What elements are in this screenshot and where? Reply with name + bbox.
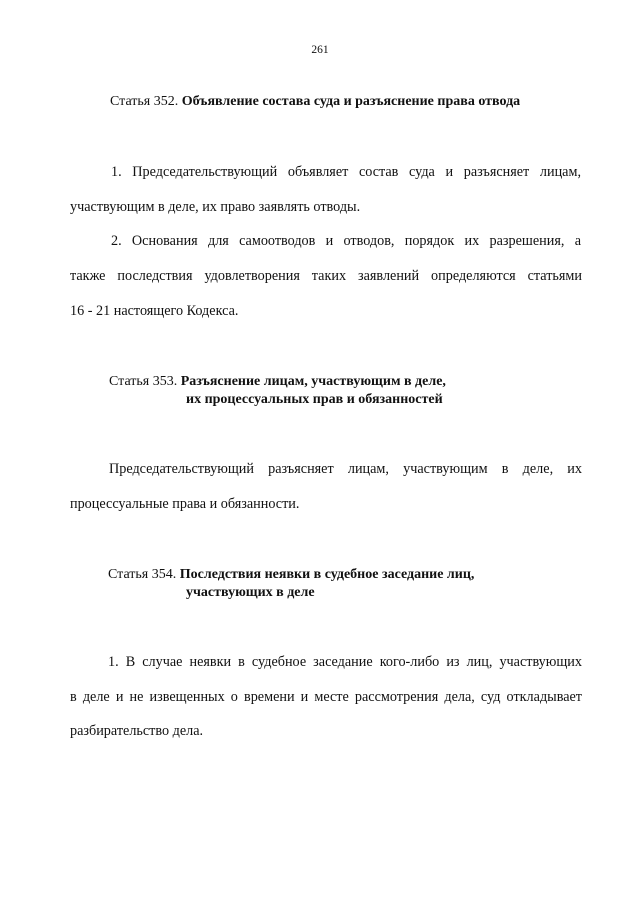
article-353-heading-line-2 (186, 391, 443, 409)
article-352-p2-line-2: также последствия удовлетворения таких заявлений определяются статьями (70, 268, 582, 284)
article-352-p2-line-3: 16 - 21 настоящего Кодекса. (70, 303, 239, 319)
article-353-title-2: их процессуальных прав и обязанностей (186, 392, 443, 407)
article-354-p1-line-1: 1. В случае неявки в судебное заседание кого-либо из лиц, участвующих (108, 654, 582, 670)
article-354-title-1: Последствия неявки в судебное заседание лиц, (179, 567, 475, 582)
page-number: 261 (311, 44, 329, 56)
article-353-p1-line-1: Председательствующий разъясняет лицам, участвующим в деле, их (109, 461, 582, 477)
article-353-heading-line-1 (109, 373, 446, 391)
article-354-heading-line-2 (186, 584, 315, 602)
article-352-title: Объявление состава суда и разъяснение права отвода (181, 94, 521, 109)
article-354-title-2: участвующих в деле (186, 585, 315, 600)
article-352-p2-line-1: 2. Основания для самоотводов и отводов, порядок их разрешения, а (111, 233, 581, 249)
article-354-p1-line-3: разбирательство дела. (70, 723, 204, 739)
article-352-number: Статья 352. (110, 94, 179, 109)
article-352-p1-line-2: участвующим в деле, их право заявлять отводы. (70, 199, 361, 215)
article-354-p1-line-2: в деле и не извещенных о времени и месте рассмотрения дела, суд откладывает (70, 689, 582, 705)
article-353-p1-line-2: процессуальные права и обязанности. (70, 496, 300, 512)
article-354-number: Статья 354. (108, 567, 177, 582)
article-353-number: Статья 353. (109, 374, 178, 389)
article-354-heading-line-1 (108, 566, 474, 584)
article-352-heading (110, 93, 520, 111)
article-352-p1-line-1: 1. Председательствующий объявляет состав суда и разъясняет лицам, (111, 164, 581, 180)
article-353-title-1: Разъяснение лицам, участвующим в деле, (180, 374, 446, 389)
